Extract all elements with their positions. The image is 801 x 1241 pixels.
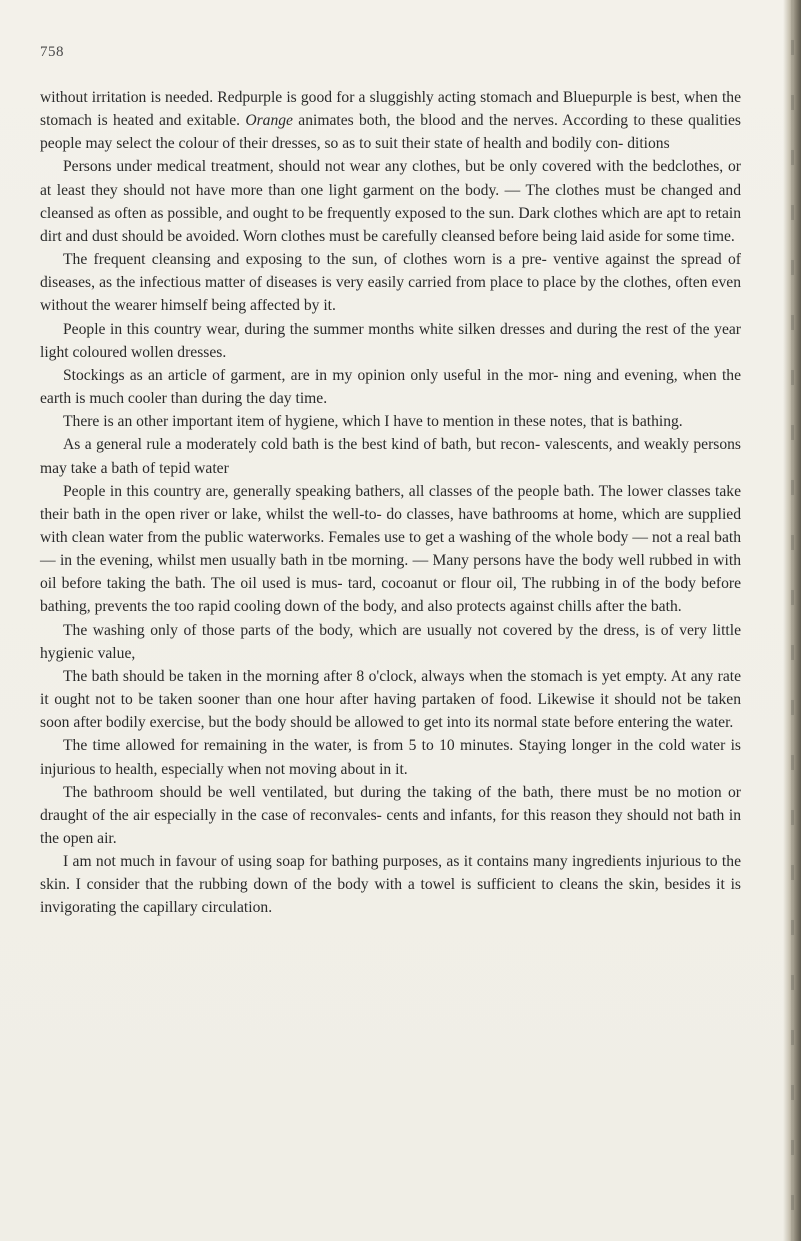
paragraph: The bath should be taken in the morning after 8 o'clock, always when the stomach is yet empty. At any rate it ought not to be taken sooner than one hour after having partaken of food. Likewise it should not be taken soon after bodily exercise, but the body should be allowed to get into its normal state before entering the water. xyxy=(40,667,741,732)
paragraph: Persons under medical treatment, should not wear any clothes, but be only covered with the bedclothes, or at least they should not have more than one light garment on the body. — The clothes must be changed and cleansed as often as possible, and ought to be frequently exposed to the sun. Dark clothes which are apt to retain dirt and dust should be avoided. Worn clothes must be carefully cleansed before being laid aside for some time. xyxy=(40,158,741,245)
body-text xyxy=(40,86,741,920)
page-number: 758 xyxy=(40,44,64,60)
paragraph: The bathroom should be well ventilated, but during the taking of the bath, there must be no motion or draught of the air especially in the case of reconvales- cents and infants, for this reason they should not bath in the open air. xyxy=(40,783,741,847)
paragraph: People in this country are, generally speaking bathers, all classes of the people bath. The lower classes take their bath in the open river or lake, whilst the well-to- do classes, have bathrooms at home, which are supplied with clean water from the public waterworks. Females use to get a washing of the whole body — not a real bath — in the evening, whilst men usually bath in tbe morning. — Many persons have the body well rubbed in with oil before taking the bath. The oil used is mus- tard, cocoanut or flour oil, The rubbing in of the body before bathing, prevents the too rapid cooling down of the body, and also protects against chills after the bath. xyxy=(40,482,741,616)
paragraph xyxy=(40,86,741,155)
text-run: without irritation is needed. Redpurple is good for a sluggishly acting stomach and Bluepurple is best, when the stomach is heated and exitable. xyxy=(40,89,741,130)
paragraph: As a general rule a moderately cold bath is the best kind of bath, but recon- valescents, and weakly persons may take a bath of tepid water xyxy=(40,436,741,477)
paragraph: The washing only of those parts of the body, which are usually not covered by the dress, is of very little hygienic value, xyxy=(40,621,741,662)
paragraph: The time allowed for remaining in the water, is from 5 to 10 minutes. Staying longer in the cold water is injurious to health, especially when not moving about in it. xyxy=(40,737,741,778)
paragraph: The frequent cleansing and exposing to the sun, of clothes worn is a pre- ventive against the spread of diseases, as the infectious matter of diseases is very easily carried from place to place by the clothes, often even without the wearer himself being affected by it. xyxy=(40,251,741,315)
paragraph: Stockings as an article of garment, are in my opinion only useful in the mor- ning and evening, when the earth is much cooler than during the day time. xyxy=(40,366,741,408)
text-run: animates both, the blood and the nerves. According to these qualities people may select the colour of their dresses, so as to suit their state of health and bodily con- ditions xyxy=(40,112,741,153)
book-binding-edge xyxy=(783,0,801,1241)
paragraph: People in this country wear, during the summer months white silken dresses and during the rest of the year light coloured wollen dresses. xyxy=(40,320,741,361)
paragraph: I am not much in favour of using soap for bathing purposes, as it contains many ingredients injurious to the skin. I consider that the rubbing down of the body with a towel is sufficient to cleans the skin, besides it is invigorating the capillary circulation. xyxy=(40,853,741,917)
italic-word: Orange xyxy=(245,112,293,130)
paragraph: There is an other important item of hygiene, which I have to mention in these notes, that is bathing. xyxy=(63,413,683,431)
